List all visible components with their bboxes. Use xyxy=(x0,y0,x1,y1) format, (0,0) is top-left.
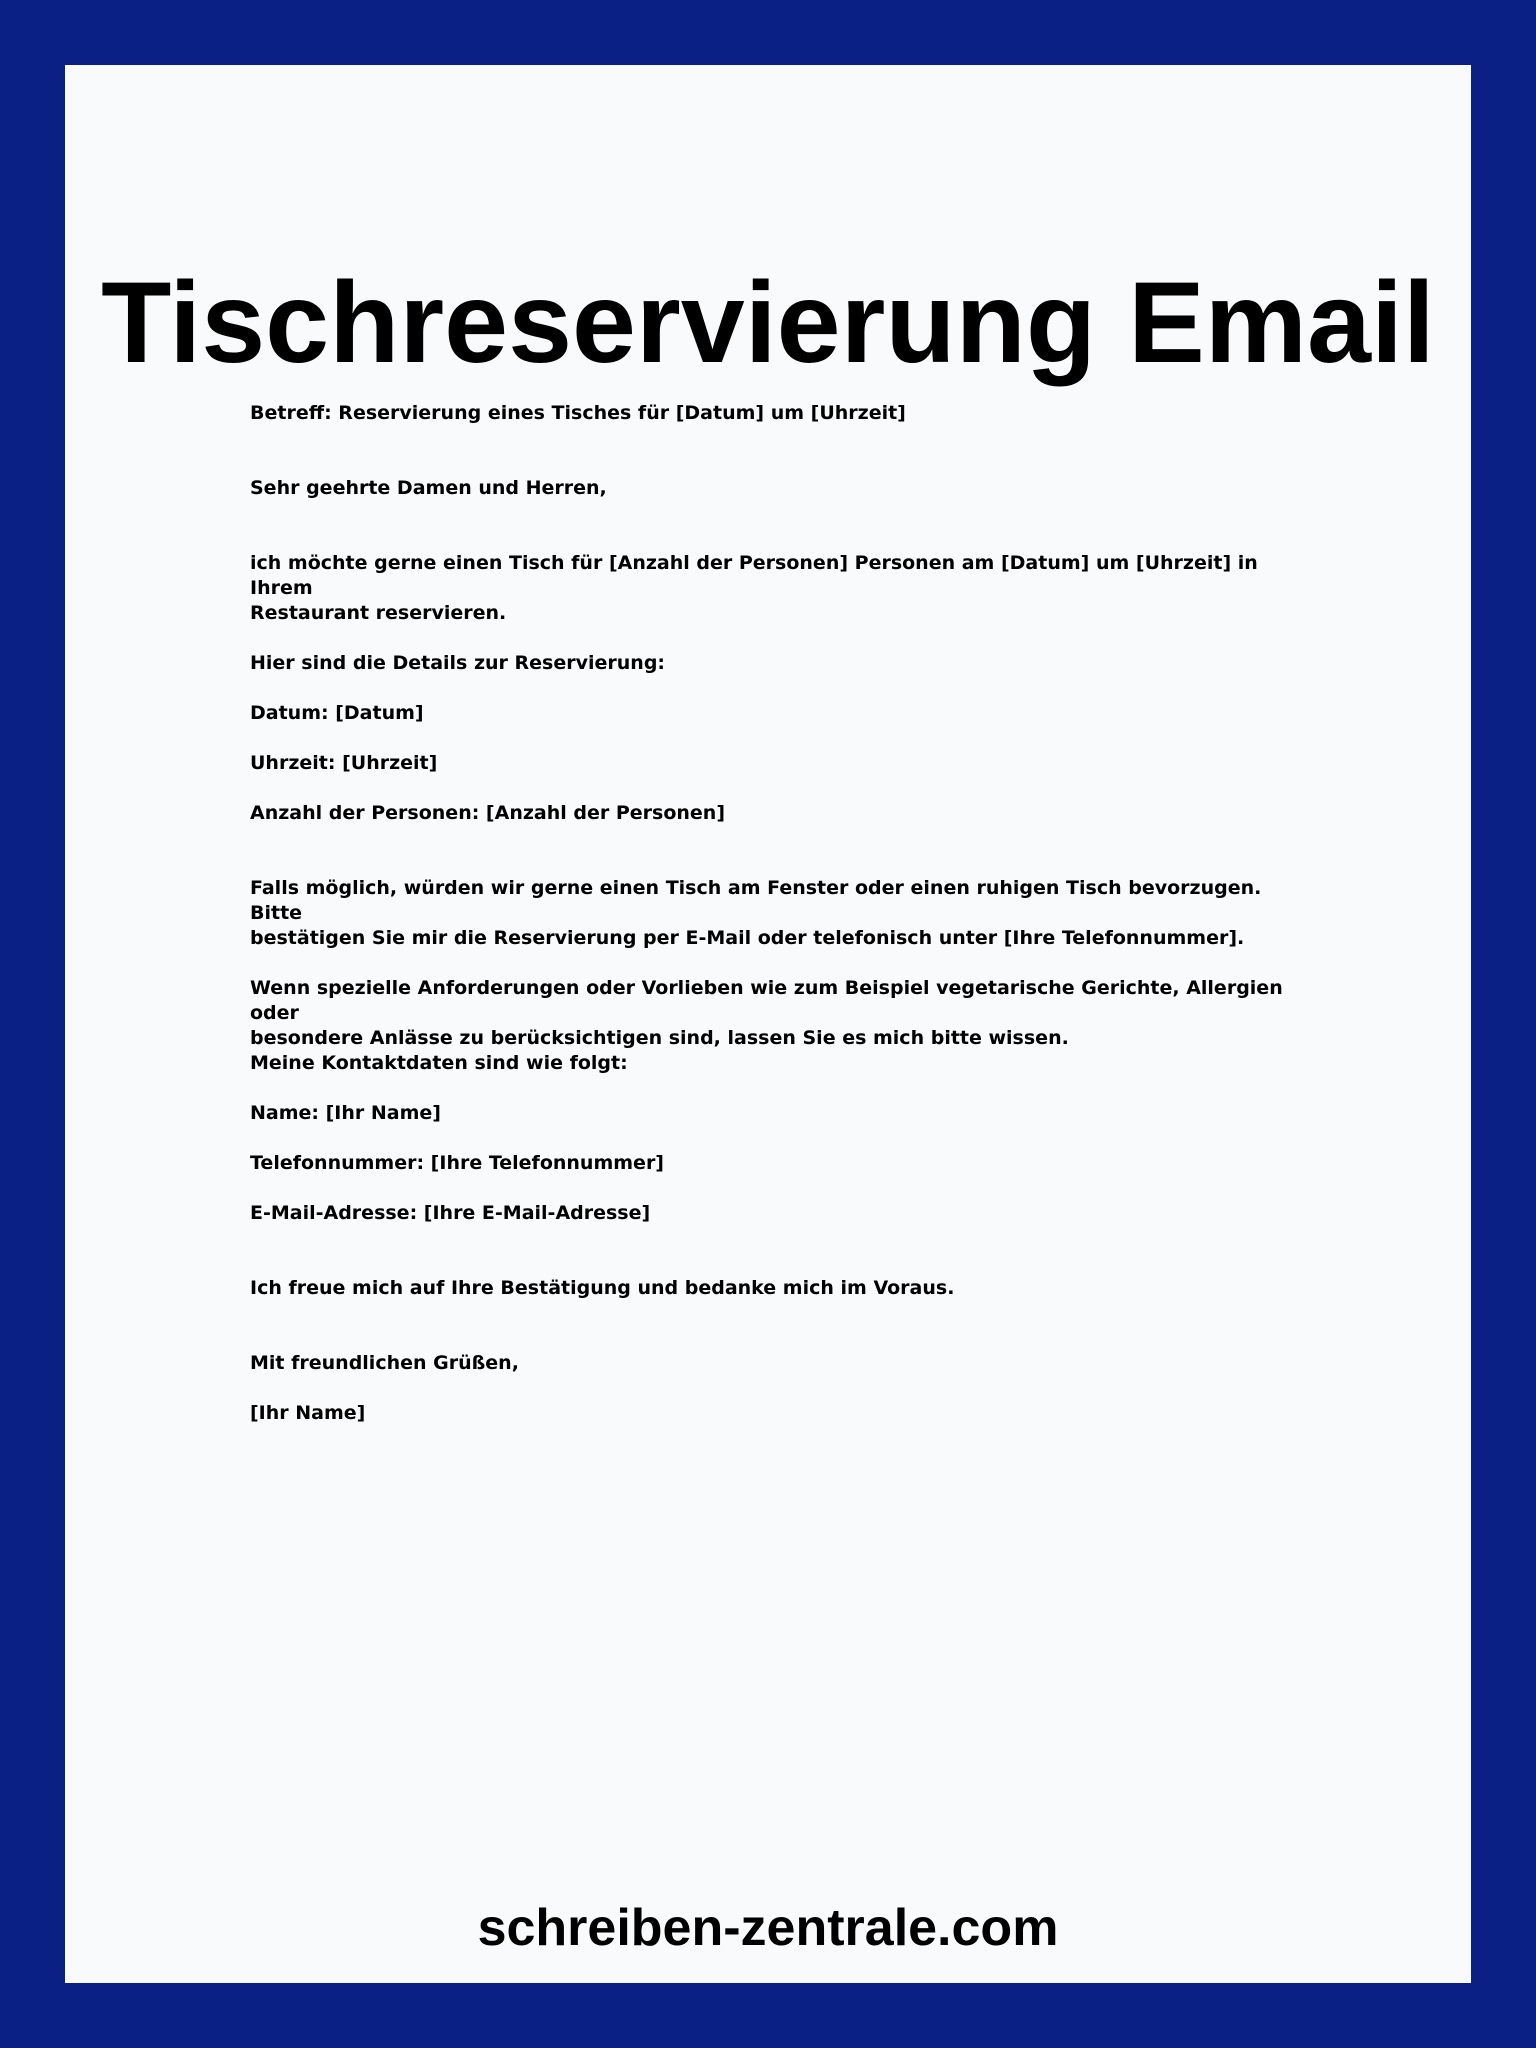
signature: [Ihr Name] xyxy=(250,1402,366,1424)
salutation: Sehr geehrte Damen und Herren, xyxy=(250,477,607,499)
details-heading: Hier sind die Details zur Reservierung: xyxy=(250,652,666,674)
detail-time: Uhrzeit: [Uhrzeit] xyxy=(250,752,438,774)
intro-paragraph: ich möchte gerne einen Tisch für [Anzahl der Personen] Personen am [Datum] um [Uhrzeit] in Ihrem Restaurant reservieren. xyxy=(250,552,1258,624)
footer-website: schreiben-zentrale.com xyxy=(477,1899,1059,1957)
document-page xyxy=(65,65,1471,1983)
page-title: Tischreservierung Email xyxy=(101,259,1435,387)
detail-date: Datum: [Datum] xyxy=(250,702,424,724)
preference-paragraph: Falls möglich, würden wir gerne einen Tisch am Fenster oder einen ruhigen Tisch bevorzugen. Bitte bestätigen Sie mir die Reservierung per E-Mail oder telefonisch unter [Ihre Telefonnummer]. xyxy=(250,877,1262,949)
contact-heading: Meine Kontaktdaten sind wie folgt: xyxy=(250,1052,628,1074)
contact-phone: Telefonnummer: [Ihre Telefonnummer] xyxy=(250,1152,664,1174)
closing-thanks: Ich freue mich auf Ihre Bestätigung und bedanke mich im Voraus. xyxy=(250,1277,955,1299)
detail-persons: Anzahl der Personen: [Anzahl der Personen] xyxy=(250,802,726,824)
sign-off: Mit freundlichen Grüßen, xyxy=(250,1352,519,1374)
contact-name: Name: [Ihr Name] xyxy=(250,1102,441,1124)
special-requests-paragraph: Wenn spezielle Anforderungen oder Vorlieben wie zum Beispiel vegetarische Gerichte, Allergien oder besondere Anlässe zu berücksichtigen sind, lassen Sie es mich bitte wissen. xyxy=(250,977,1283,1049)
subject-line: Betreff: Reservierung eines Tisches für [Datum] um [Uhrzeit] xyxy=(250,402,906,424)
contact-email: E-Mail-Adresse: [Ihre E-Mail-Adresse] xyxy=(250,1202,651,1224)
